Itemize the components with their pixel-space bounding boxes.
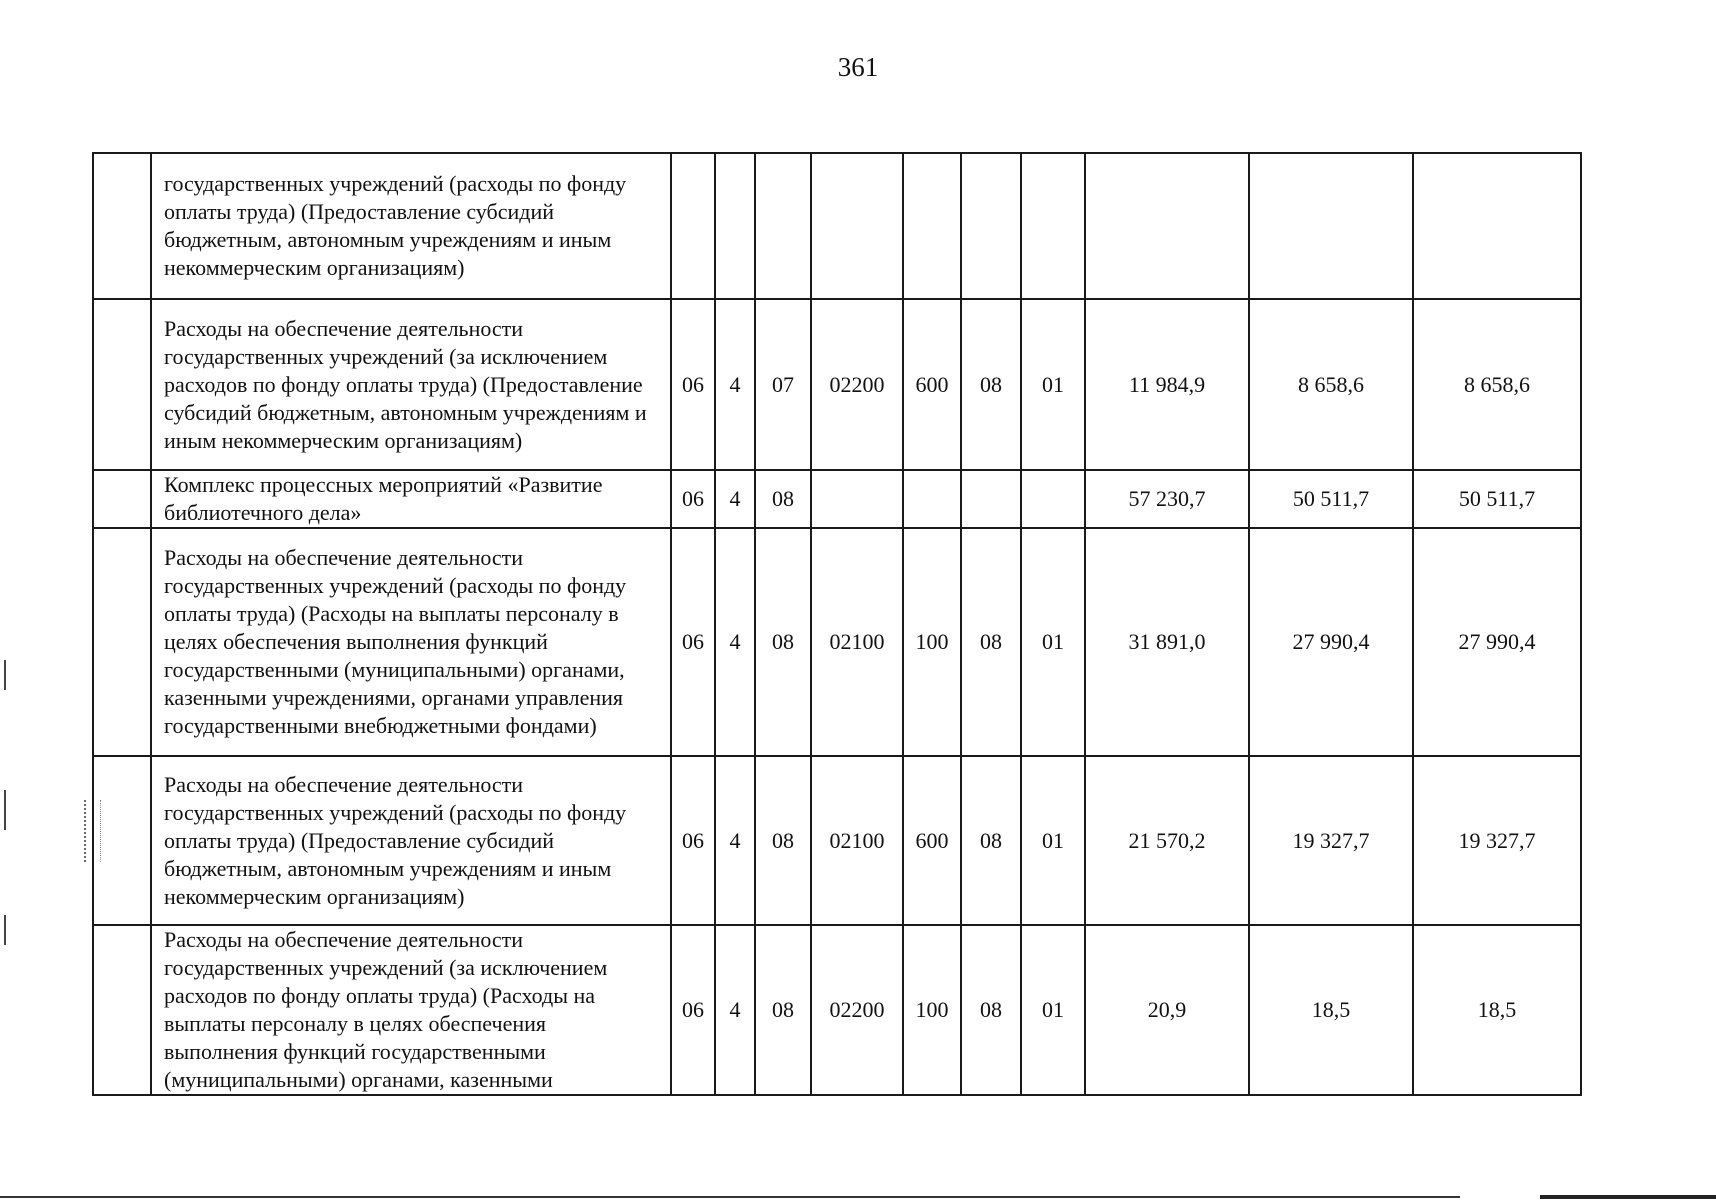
table-row	[93, 925, 1581, 1095]
code-cell	[715, 153, 755, 299]
scan-edge-mark	[4, 790, 6, 830]
scan-edge-mark	[4, 915, 6, 945]
amount-cell: 50 511,7	[1249, 470, 1413, 528]
code-cell: 01	[1021, 528, 1085, 756]
row-index-cell	[93, 153, 151, 299]
code-cell: 08	[755, 470, 811, 528]
code-cell: 08	[755, 528, 811, 756]
amount-cell: 8 658,6	[1413, 299, 1581, 470]
amount-cell: 20,9	[1085, 925, 1249, 1095]
code-cell: 02200	[811, 925, 903, 1095]
code-cell: 01	[1021, 925, 1085, 1095]
code-cell: 07	[755, 299, 811, 470]
code-cell: 02100	[811, 528, 903, 756]
code-cell: 4	[715, 925, 755, 1095]
description-cell: Комплекс процессных мероприятий «Развитие библиотечного дела»	[151, 470, 671, 528]
description-cell: Расходы на обеспечение деятельности государственных учреждений (расходы по фонду оплаты труда) (Предоставление субсидий бюджетным, автономным учреждениям и иным некоммерческим организациям)	[151, 756, 671, 925]
description-cell: государственных учреждений (расходы по фонду оплаты труда) (Предоставление субсидий бюджетным, автономным учреждениям и иным некоммерческим организациям)	[151, 153, 671, 299]
table-row	[93, 153, 1581, 299]
amount-cell: 8 658,6	[1249, 299, 1413, 470]
code-cell: 08	[961, 528, 1021, 756]
amount-cell: 19 327,7	[1249, 756, 1413, 925]
amount-cell: 50 511,7	[1413, 470, 1581, 528]
table-row	[93, 299, 1581, 470]
amount-cell: 31 891,0	[1085, 528, 1249, 756]
code-cell: 100	[903, 528, 961, 756]
code-cell: 08	[755, 925, 811, 1095]
amount-cell	[1249, 153, 1413, 299]
code-cell: 02200	[811, 299, 903, 470]
code-cell	[961, 470, 1021, 528]
code-cell	[755, 153, 811, 299]
bottom-rule-right	[1540, 1195, 1716, 1199]
row-index-cell	[93, 756, 151, 925]
code-cell: 08	[755, 756, 811, 925]
amount-cell: 27 990,4	[1413, 528, 1581, 756]
code-cell: 600	[903, 756, 961, 925]
code-cell	[1021, 470, 1085, 528]
amount-cell: 27 990,4	[1249, 528, 1413, 756]
code-cell: 02100	[811, 756, 903, 925]
scan-edge-mark	[4, 660, 6, 690]
code-cell	[961, 153, 1021, 299]
code-cell: 4	[715, 299, 755, 470]
code-cell: 06	[671, 925, 715, 1095]
scan-dots	[84, 800, 101, 862]
code-cell	[1021, 153, 1085, 299]
code-cell: 06	[671, 470, 715, 528]
amount-cell: 18,5	[1249, 925, 1413, 1095]
code-cell	[811, 470, 903, 528]
amount-cell: 11 984,9	[1085, 299, 1249, 470]
code-cell: 100	[903, 925, 961, 1095]
code-cell: 08	[961, 925, 1021, 1095]
code-cell	[903, 153, 961, 299]
table-row	[93, 470, 1581, 528]
amount-cell: 21 570,2	[1085, 756, 1249, 925]
code-cell: 06	[671, 299, 715, 470]
row-index-cell	[93, 528, 151, 756]
code-cell: 01	[1021, 756, 1085, 925]
code-cell	[811, 153, 903, 299]
code-cell	[903, 470, 961, 528]
amount-cell: 57 230,7	[1085, 470, 1249, 528]
description-cell: Расходы на обеспечение деятельности государственных учреждений (расходы по фонду оплаты труда) (Расходы на выплаты персоналу в целях обеспечения выполнения функций государственными (муниципальными) органами, казенными учреждениями, органами управления государственными внебюджетными фондами)	[151, 528, 671, 756]
code-cell: 06	[671, 756, 715, 925]
amount-cell	[1413, 153, 1581, 299]
table-row	[93, 528, 1581, 756]
code-cell: 600	[903, 299, 961, 470]
row-index-cell	[93, 470, 151, 528]
row-index-cell	[93, 299, 151, 470]
bottom-rule	[0, 1196, 1460, 1198]
budget-table	[92, 152, 1582, 1096]
amount-cell: 19 327,7	[1413, 756, 1581, 925]
table-row	[93, 756, 1581, 925]
description-cell: Расходы на обеспечение деятельности государственных учреждений (за исключением расходов по фонду оплаты труда) (Расходы на выплаты персоналу в целях обеспечения выполнения функций государственными (муниципальными) органами, казенными	[151, 925, 671, 1095]
code-cell: 01	[1021, 299, 1085, 470]
row-index-cell	[93, 925, 151, 1095]
page-number: 361	[837, 52, 879, 82]
code-cell	[671, 153, 715, 299]
amount-cell: 18,5	[1413, 925, 1581, 1095]
code-cell: 4	[715, 470, 755, 528]
code-cell: 06	[671, 528, 715, 756]
code-cell: 08	[961, 299, 1021, 470]
code-cell: 4	[715, 528, 755, 756]
code-cell: 4	[715, 756, 755, 925]
description-cell: Расходы на обеспечение деятельности государственных учреждений (за исключением расходов по фонду оплаты труда) (Предоставление субсидий бюджетным, автономным учреждениям и иным некоммерческим организациям)	[151, 299, 671, 470]
amount-cell	[1085, 153, 1249, 299]
code-cell: 08	[961, 756, 1021, 925]
